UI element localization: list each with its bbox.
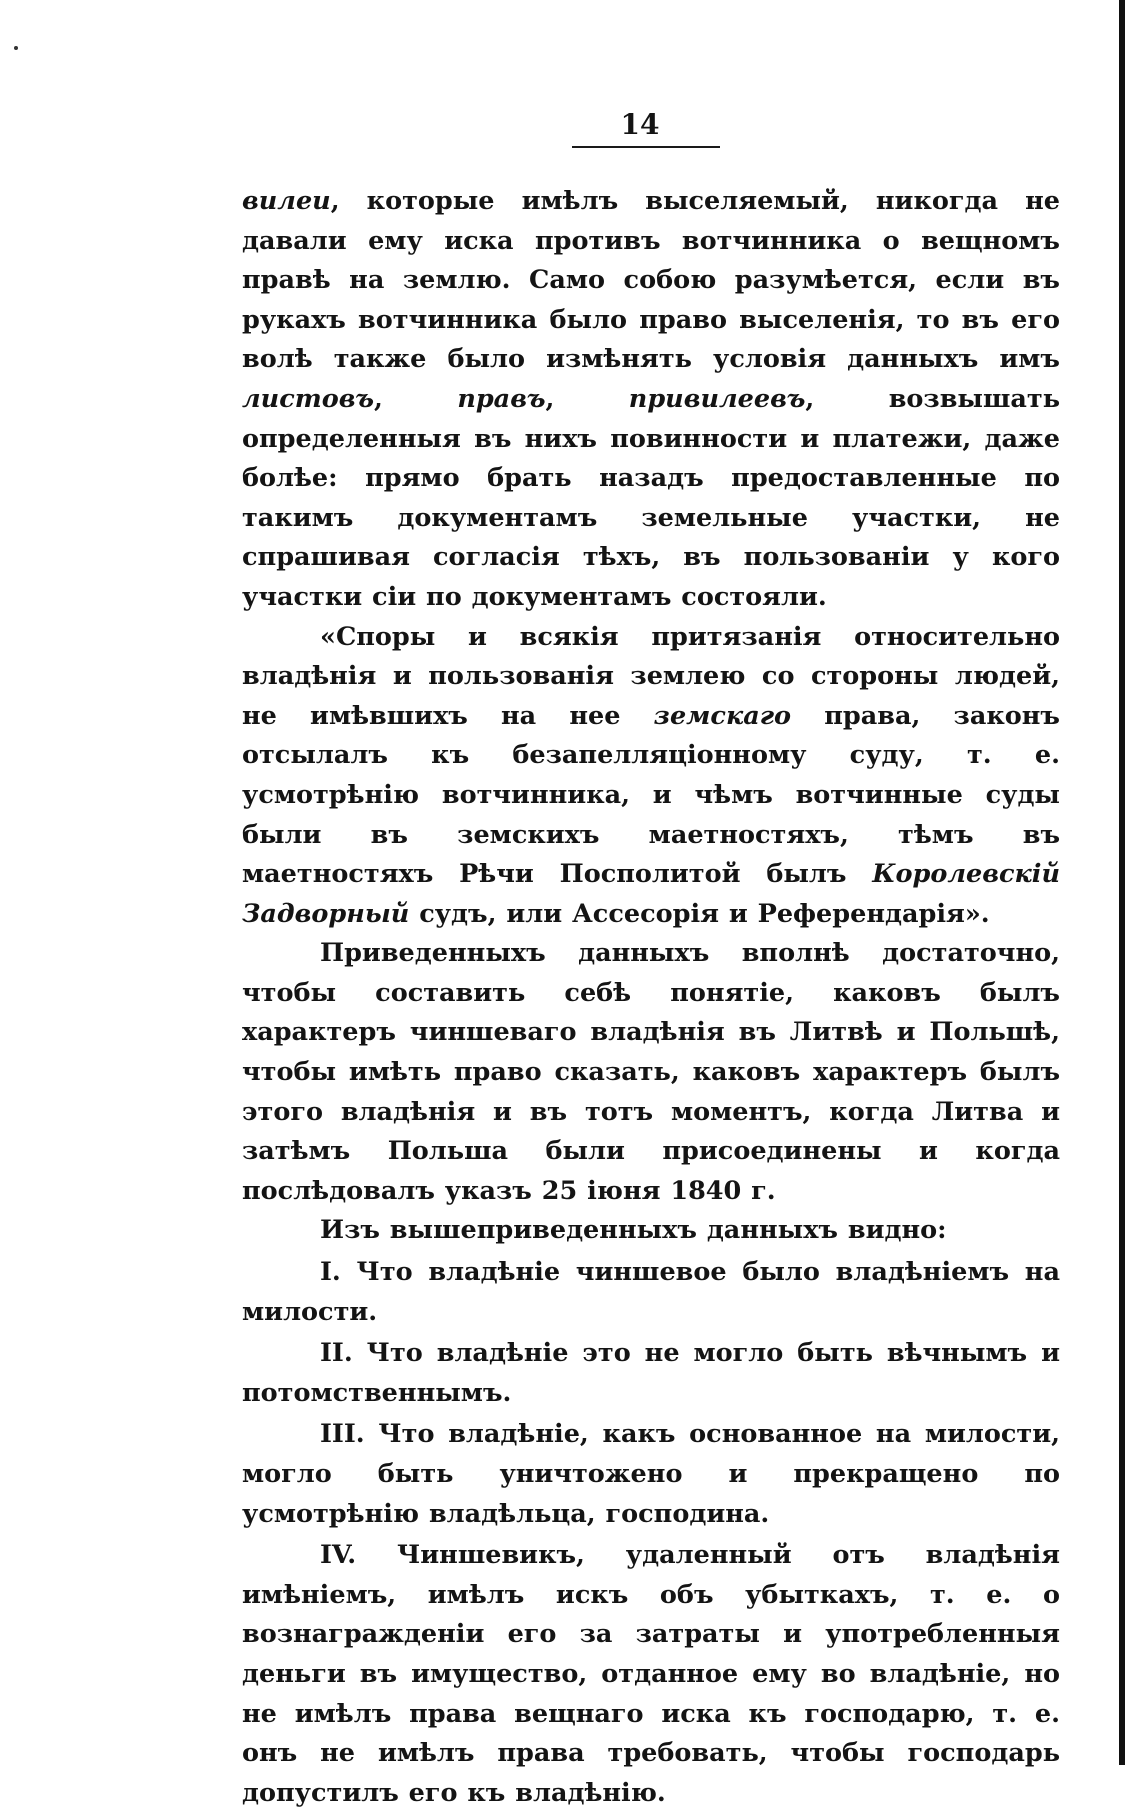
paragraph-summary xyxy=(242,934,1060,1211)
conclusion-item-4 xyxy=(242,1536,1060,1813)
text-run: Приведенныхъ данныхъ вполнѣ достаточно, чтобы составить себѣ понятіе, каковъ былъ характеръ чиншеваго владѣнія въ Литвѣ и Польшѣ, чтобы имѣть право сказать, каковъ характеръ былъ этого владѣнія и въ тотъ моментъ, когда Литва и затѣмъ Польша были присоединены и когда послѣдовалъ указъ 25 іюня 1840 г. xyxy=(242,938,1060,1206)
text-run: Изъ вышеприведенныхъ данныхъ видно: xyxy=(320,1215,947,1246)
italic-text-run: привилеевъ xyxy=(628,383,806,414)
italic-text-run: вилеи xyxy=(242,186,331,216)
italic-text-run: правъ xyxy=(457,383,546,414)
text-run: II. Что владѣніе это не могло быть вѣчнымъ и потомственнымъ. xyxy=(242,1338,1060,1408)
text-run: судъ, или Ассесорія и Референдарія». xyxy=(409,898,990,929)
text-run: , которые имѣлъ выселяемый, никогда не давали ему иска противъ вотчинника о вещномъ правѣ на землю. Само собою разумѣется, если въ рукахъ вотчинника было право выселенія, то въ его волѣ также было измѣнять условія данныхъ имъ xyxy=(242,186,1060,375)
text-run: , xyxy=(374,383,458,414)
text-run: «Споры и всякія притязанія относительно владѣнія и пользованія землею со стороны людей, не имѣвшихъ на нее xyxy=(242,621,1060,731)
paragraph-continuation xyxy=(242,182,1060,618)
conclusion-item-1 xyxy=(242,1253,1060,1332)
paragraph-quote xyxy=(242,618,1060,935)
page-number: 14 xyxy=(620,108,660,141)
text-run: права, законъ отсылалъ къ безапелляціонному суду, т. е. усмотрѣнію вотчинника, и чѣмъ вотчинные суды были въ земскихъ маетностяхъ, тѣмъ въ маетностяхъ Рѣчи Посполитой былъ xyxy=(242,700,1060,890)
paragraph-conclusions-intro xyxy=(242,1211,1060,1251)
italic-text-run: земскаго xyxy=(653,700,792,731)
text-run: I. Что владѣніе чиншевое было владѣніемъ на милости. xyxy=(242,1257,1060,1327)
body-text xyxy=(242,182,1060,1813)
text-run: III. Что владѣніе, какъ основанное на милости, могло быть уничтожено и прекращено по усмотрѣнію владѣльца, господина. xyxy=(242,1419,1060,1529)
text-run: IV. Чиншевикъ, удаленный отъ владѣнія имѣніемъ, имѣлъ искъ объ убыткахъ, т. е. о вознагражденіи его за затраты и употребленныя деньги въ имущество, отданное ему во владѣніе, но не имѣлъ права вещнаго иска къ господарю, т. е. онъ не имѣлъ права требовать, чтобы господарь допустилъ его къ владѣнію. xyxy=(242,1540,1060,1808)
text-run: , возвышать определенныя въ нихъ повинности и платежи, даже болѣе: прямо брать назадъ предоставленные по такимъ документамъ земельные участки, не спрашивая согласія тѣхъ, въ пользованіи у кого участки сіи по документамъ состояли. xyxy=(242,383,1061,612)
italic-text-run: Королевскій Задворный xyxy=(242,859,1060,929)
conclusion-item-2 xyxy=(242,1334,1060,1413)
text-run: , xyxy=(545,383,629,414)
italic-text-run: листовъ xyxy=(242,383,375,414)
header-rule xyxy=(572,146,720,148)
conclusion-item-3 xyxy=(242,1415,1060,1534)
page-edge-rule xyxy=(1119,0,1125,1765)
scan-speck xyxy=(14,46,18,50)
